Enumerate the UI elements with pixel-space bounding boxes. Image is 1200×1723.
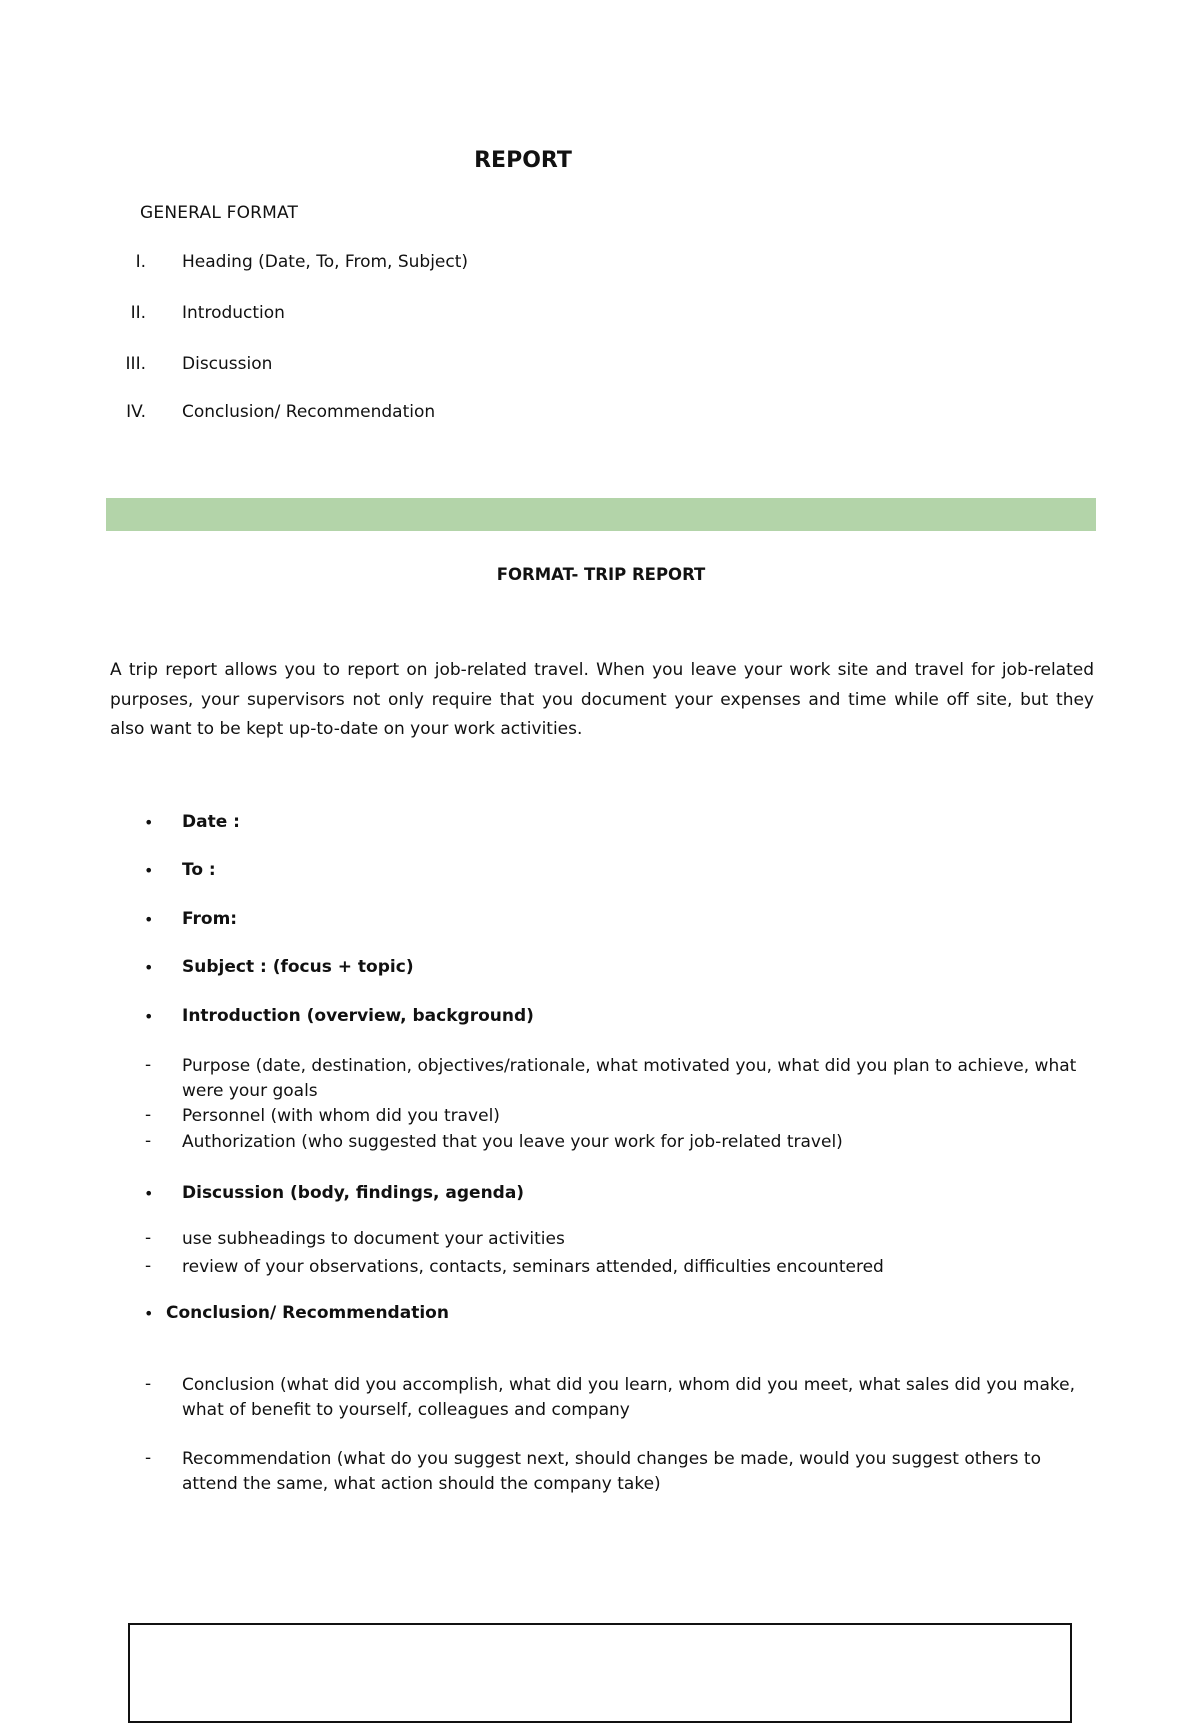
roman-numeral: II. [130, 303, 146, 323]
bottom-bordered-box [128, 1623, 1072, 1723]
field-subject-label: Subject : (focus + topic) [182, 957, 414, 977]
bullet-icon: • [144, 1304, 154, 1323]
roman-numeral: IV. [126, 402, 146, 422]
dash-marker: - [145, 1131, 152, 1151]
trip-report-title: FORMAT- TRIP REPORT [496, 565, 706, 584]
introduction-point-personnel: Personnel (with whom did you travel) [182, 1106, 500, 1126]
general-format-item: Introduction [182, 303, 285, 323]
bullet-icon: • [144, 861, 154, 880]
general-format-item: Heading (Date, To, From, Subject) [182, 252, 469, 272]
dash-marker: - [145, 1105, 152, 1125]
dash-marker: - [145, 1448, 152, 1468]
field-date-label: Date : [182, 812, 240, 832]
dash-marker: - [145, 1374, 152, 1394]
roman-numeral: I. [135, 252, 146, 272]
general-format-item: Discussion [182, 354, 273, 374]
field-from-label: From: [182, 909, 238, 929]
bullet-icon: • [144, 1007, 154, 1026]
bullet-icon: • [144, 910, 154, 929]
introduction-point-purpose: Purpose (date, destination, objectives/rationale, what motivated you, what did you plan to achieve, what were your goals [182, 1056, 1077, 1101]
discussion-point-review: review of your observations, contacts, seminars attended, difficulties encountered [182, 1257, 884, 1277]
discussion-point-subheadings: use subheadings to document your activities [182, 1229, 565, 1249]
trip-report-description: A trip report allows you to report on job-related travel. When you leave your work site and travel for job-related purposes, your supervisors not only require that you document your expenses and time while off site, but they also want to be kept up-to-date on your work activities. [110, 660, 1094, 739]
dash-marker: - [145, 1228, 152, 1248]
conclusion-point-conclusion: Conclusion (what did you accomplish, what did you learn, whom did you meet, what sales did you make, what of benefit to yourself, colleagues and company [182, 1375, 1075, 1420]
introduction-point-authorization: Authorization (who suggested that you leave your work for job-related travel) [182, 1132, 843, 1152]
dash-marker: - [145, 1055, 152, 1075]
section-separator-band [106, 498, 1096, 531]
bullet-icon: • [144, 1184, 154, 1203]
discussion-heading: Discussion (body, findings, agenda) [182, 1183, 525, 1203]
general-format-heading: GENERAL FORMAT [140, 203, 299, 223]
conclusion-point-recommendation: Recommendation (what do you suggest next, should changes be made, would you suggest others to attend the same, what action should the company take) [182, 1449, 1041, 1494]
introduction-heading: Introduction (overview, background) [182, 1006, 534, 1026]
dash-marker: - [145, 1256, 152, 1276]
general-format-item: Conclusion/ Recommendation [182, 402, 436, 422]
field-to-label: To : [182, 860, 216, 880]
page-title: REPORT [474, 148, 572, 173]
roman-numeral: III. [125, 354, 146, 374]
conclusion-heading: Conclusion/ Recommendation [166, 1303, 449, 1323]
bullet-icon: • [144, 813, 154, 832]
bullet-icon: • [144, 958, 154, 977]
